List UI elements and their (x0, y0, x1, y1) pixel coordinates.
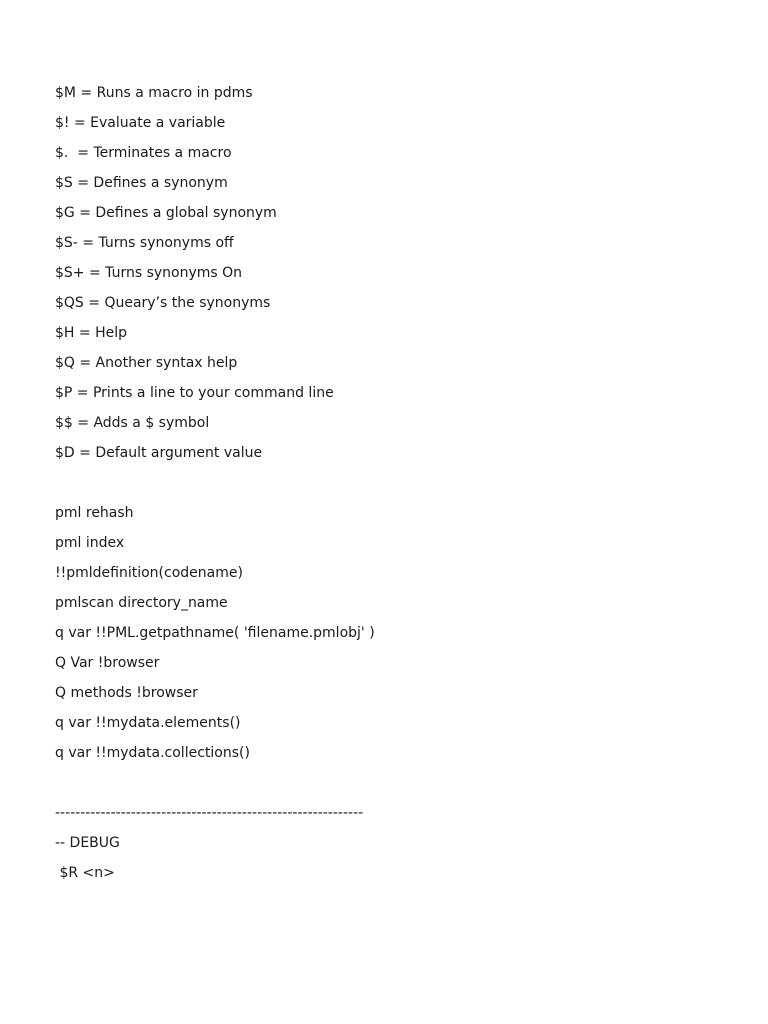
command-line: pmlscan directory_name (55, 595, 228, 611)
macro-line: $S = Defines a synonym (55, 175, 228, 191)
macro-line: $S+ = Turns synonyms On (55, 265, 243, 281)
command-line: q var !!PML.getpathname( 'filename.pmlobj' ) (55, 625, 375, 641)
macro-line: $! = Evaluate a variable (55, 115, 226, 131)
macro-line: $S- = Turns synonyms off (55, 235, 234, 251)
command-list (55, 503, 735, 773)
macro-line: $QS = Queary’s the synonyms (55, 295, 271, 311)
macro-line: $H = Help (55, 325, 127, 341)
macro-line: $G = Defines a global synonym (55, 205, 277, 221)
macro-line: $M = Runs a macro in pdms (55, 85, 253, 101)
command-line: Q methods !browser (55, 685, 198, 701)
macro-list (55, 83, 735, 473)
debug-item: $R <n> (55, 865, 115, 881)
blank-line (55, 773, 735, 803)
macro-line: $Q = Another syntax help (55, 355, 238, 371)
command-line: !!pmldefinition(codename) (55, 565, 243, 581)
command-line: pml rehash (55, 505, 134, 521)
debug-heading: -- DEBUG (55, 835, 120, 851)
command-line: q var !!mydata.collections() (55, 745, 250, 761)
debug-section (55, 803, 735, 893)
command-line: pml index (55, 535, 125, 551)
macro-line: $. = Terminates a macro (55, 145, 232, 161)
command-line: q var !!mydata.elements() (55, 715, 241, 731)
macro-line: $$ = Adds a $ symbol (55, 415, 210, 431)
macro-line: $D = Default argument value (55, 445, 263, 461)
command-line: Q Var !browser (55, 655, 160, 671)
document-body (55, 83, 735, 893)
separator-line: ------------------------------------------------------------- (55, 805, 364, 821)
blank-line (55, 473, 735, 503)
macro-line: $P = Prints a line to your command line (55, 385, 334, 401)
